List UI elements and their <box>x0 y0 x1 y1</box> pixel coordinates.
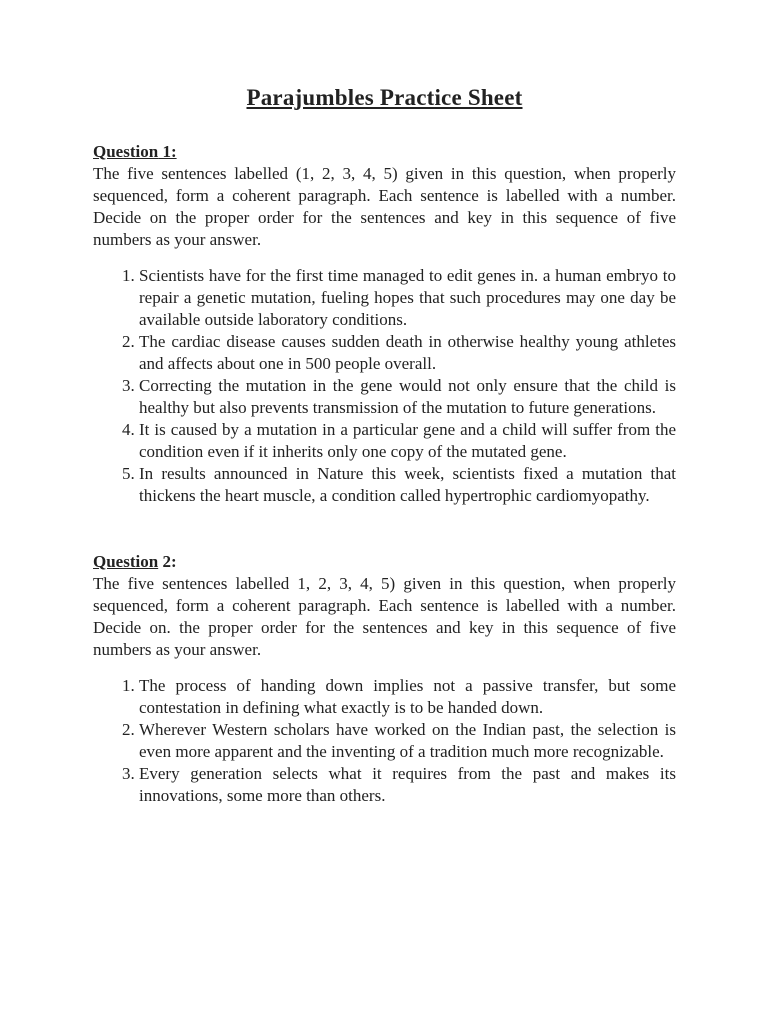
question-2-instructions: The five sentences labelled 1, 2, 3, 4, 5) given in this question, when properly sequenced, form a coherent paragraph. Each sentence is labelled with a number. Decide on. the proper order for the sentences and key in this sequence of five numbers as your answer. <box>93 574 676 659</box>
question-1-heading <box>93 141 676 163</box>
question-1-heading-word: Question <box>93 142 159 161</box>
question-2-heading-number: 2: <box>158 552 177 571</box>
question-2-heading <box>93 551 676 573</box>
question-2 <box>93 551 676 807</box>
list-item: 1. Scientists have for the first time managed to edit genes in. a human embryo to repair a genetic mutation, fueling hopes that such procedures may one day be available outside laboratory conditions. <box>139 265 676 331</box>
list-item: 1. The process of handing down implies not a passive transfer, but some contestation in defining what exactly is to be handed down. <box>139 675 676 719</box>
list-item: 5. In results announced in Nature this week, scientists fixed a mutation that thickens the heart muscle, a condition called hypertrophic cardiomyopathy. <box>139 463 676 507</box>
question-2-sentence-list <box>93 675 676 807</box>
document-page <box>93 85 676 807</box>
question-1-heading-number: 1: <box>158 142 177 161</box>
list-item: 3. Correcting the mutation in the gene would not only ensure that the child is healthy but also prevents transmission of the mutation to future generations. <box>139 375 676 419</box>
list-item: 2. Wherever Western scholars have worked on the Indian past, the selection is even more apparent and the inventing of a tradition much more recognizable. <box>139 719 676 763</box>
list-item: 4. It is caused by a mutation in a particular gene and a child will suffer from the condition even if it inherits only one copy of the mutated gene. <box>139 419 676 463</box>
list-item: 2. The cardiac disease causes sudden death in otherwise healthy young athletes and affects about one in 500 people overall. <box>139 331 676 375</box>
page-title: Parajumbles Practice Sheet <box>246 85 523 110</box>
question-1-instructions: The five sentences labelled (1, 2, 3, 4, 5) given in this question, when properly sequenced, form a coherent paragraph. Each sentence is labelled with a number. Decide on the proper order for the sentences and key in this sequence of five numbers as your answer. <box>93 164 676 249</box>
question-1-sentence-list <box>93 265 676 507</box>
question-2-heading-word: Question <box>93 552 159 571</box>
list-item: 3. Every generation selects what it requires from the past and makes its innovations, some more than others. <box>139 763 676 807</box>
question-1 <box>93 141 676 507</box>
